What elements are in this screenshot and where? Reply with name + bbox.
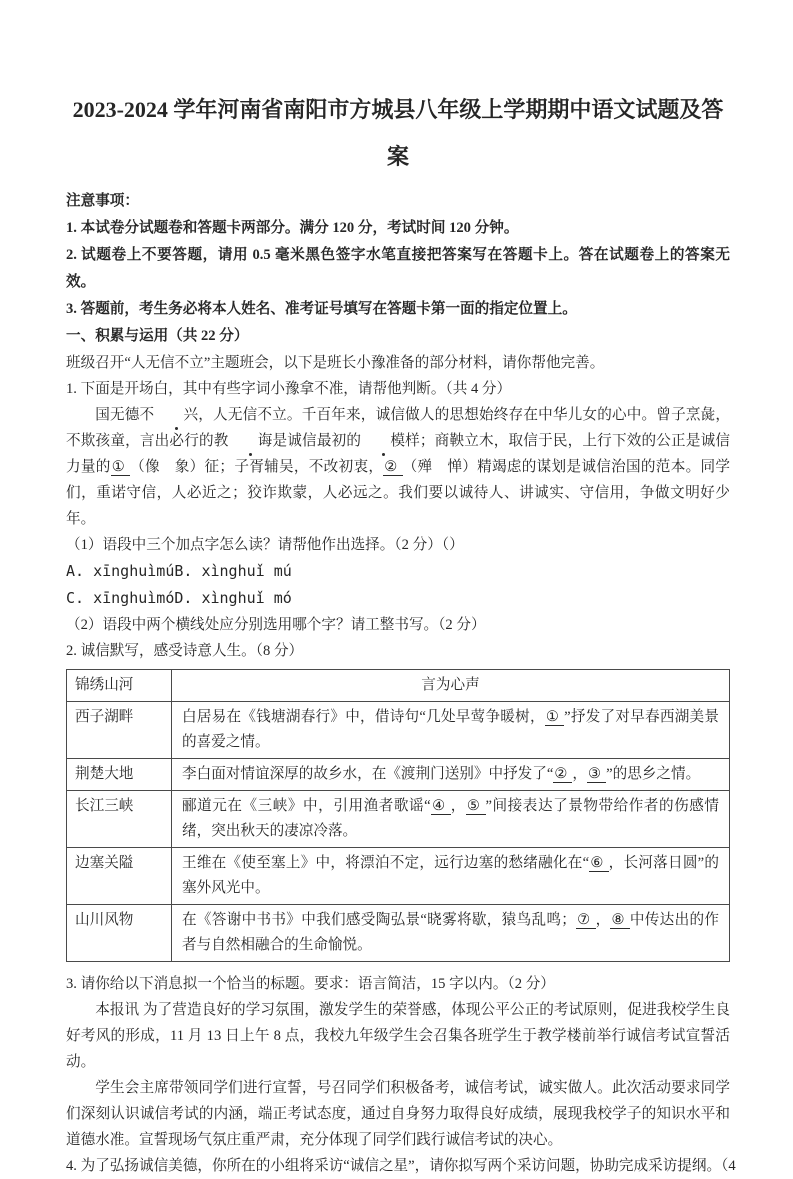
table-cell-label: 山川风物 [67,905,172,962]
table-row [67,848,730,905]
table-cell-label: 荆楚大地 [67,759,172,791]
table-row [67,905,730,962]
table-row [67,759,730,791]
table-cell-label: 长江三峡 [67,791,172,848]
document-title [66,86,730,180]
section-heading: 一、积累与运用（共 22 分） [66,328,249,344]
news-paragraph-1: 本报讯 为了营造良好的学习氛围，激发学生的荣誉感，体现公平公正的考试原则，促进我校学生良好考风的形成，11 月 13 日上午 8 点，我校九年级学生会召集各班学生于教学楼前举行诚信考试宣誓活动。 [66,1002,730,1070]
question-1-stem: 1. 下面是开场白，其中有些字词小豫拿不准，请帮他判断。（共 4 分） [66,381,512,397]
question-2-stem: 2. 诚信默写，感受诗意人生。（8 分） [66,643,304,659]
question-1-options-cd: C. xīnghuìmóD. xìnghuǐ mó [66,589,292,607]
news-paragraph-2: 学生会主席带领同学们进行宣誓，号召同学们积极备考，诚信考试，诚实做人。此次活动要求同学们深刻认识诚信考试的内涵，端正考试态度，通过自身努力取得良好成绩，展现我校学子的知识水平和道德水准。宣誓现场气氛庄重严肃，充分体现了同学们践行诚信考试的决心。 [66,1080,730,1148]
table-cell-content: 白居易在《钱塘湖春行》中，借诗句“几处早莺争暖树，① ”抒发了对早春西湖美景的喜爱之情。 [172,702,730,759]
question-1-sub2: （2）语段中两个横线处应分别选用哪个字？请工整书写。（2 分） [66,617,486,633]
question-3-stem: 3. 请你给以下消息拟一个恰当的标题。要求：语言简洁，15 字以内。（2 分） [66,976,555,992]
question-1-sub1: （1）语段中三个加点字怎么读？请帮他作出选择。（2 分）（） [66,537,464,553]
table-cell-content: 郦道元在《三峡》中，引用渔者歌谣“④ ，⑤ ”间接表达了景物带给作者的伤感情绪，突出秋天的凄凉冷落。 [172,791,730,848]
table-cell-content: 李白面对情谊深厚的故乡水，在《渡荆门送别》中抒发了“② ，③ ”的思乡之情。 [172,759,730,791]
table-row [67,702,730,759]
title-line-1: 2023-2024 学年河南省南阳市方城县八年级上学期期中语文试题及答 [72,97,724,122]
table-cell-label: 西子湖畔 [67,702,172,759]
dictation-table [66,669,730,962]
question-4-stem: 4. 为了弘扬诚信美德，你所在的小组将采访“诚信之星”，请你拟写两个采访问题，协助完成采访提纲。（4 [66,1158,736,1174]
notice-item-2: 2. 试题卷上不要答题，请用 0.5 毫米黑色签字水笔直接把答案写在答题卡上。答在试题卷上的答案无效。 [66,247,730,290]
table-row [67,791,730,848]
table-header-cell-lines: 言为心声 [172,670,730,702]
table-cell-label: 边塞关隘 [67,848,172,905]
title-line-2: 案 [386,144,409,169]
table-cell-content: 王维在《使至塞上》中，将漂泊不定，远行边塞的愁绪融化在“⑥ ，长河落日圆”的塞外风光中。 [172,848,730,905]
table-header-row [67,670,730,702]
question-1-passage: 国无德不 兴，人无信不立。千百年来，诚信做人的思想始终存在中华儿女的心中。曾子烹彘，不欺孩童，言出必行的教 诲是诚信最初的 模样；商鞅立木，取信于民，上行下效的公正是诚信力量的① （像 象）征；子胥辅吴，不改初衷，② （殚 惮）精竭虑的谋划是诚信治国的范本。同学们，重诺守信，人必近之；狡诈欺蒙，人必远之。我们要以诚待人、讲诚实、守信用，争做文明好少年。 [66,402,730,532]
question-1-options-ab: A. xīnghuìmúB. xìnghuǐ mú [66,562,292,580]
table-header-cell-theme: 锦绣山河 [67,670,172,702]
table-cell-content: 在《答谢中书书》中我们感受陶弘景“晓雾将歇，猿鸟乱鸣；⑦ ，⑧ 中传达出的作者与自然相融合的生命愉悦。 [172,905,730,962]
notice-heading: 注意事项： [66,193,139,209]
section-intro: 班级召开“人无信不立”主题班会，以下是班长小豫准备的部分材料，请你帮他完善。 [66,355,605,371]
notice-item-3: 3. 答题前，考生务必将本人姓名、准考证号填写在答题卡第一面的指定位置上。 [66,301,577,317]
notice-item-1: 1. 本试卷分试题卷和答题卡两部分。满分 120 分，考试时间 120 分钟。 [66,220,519,236]
